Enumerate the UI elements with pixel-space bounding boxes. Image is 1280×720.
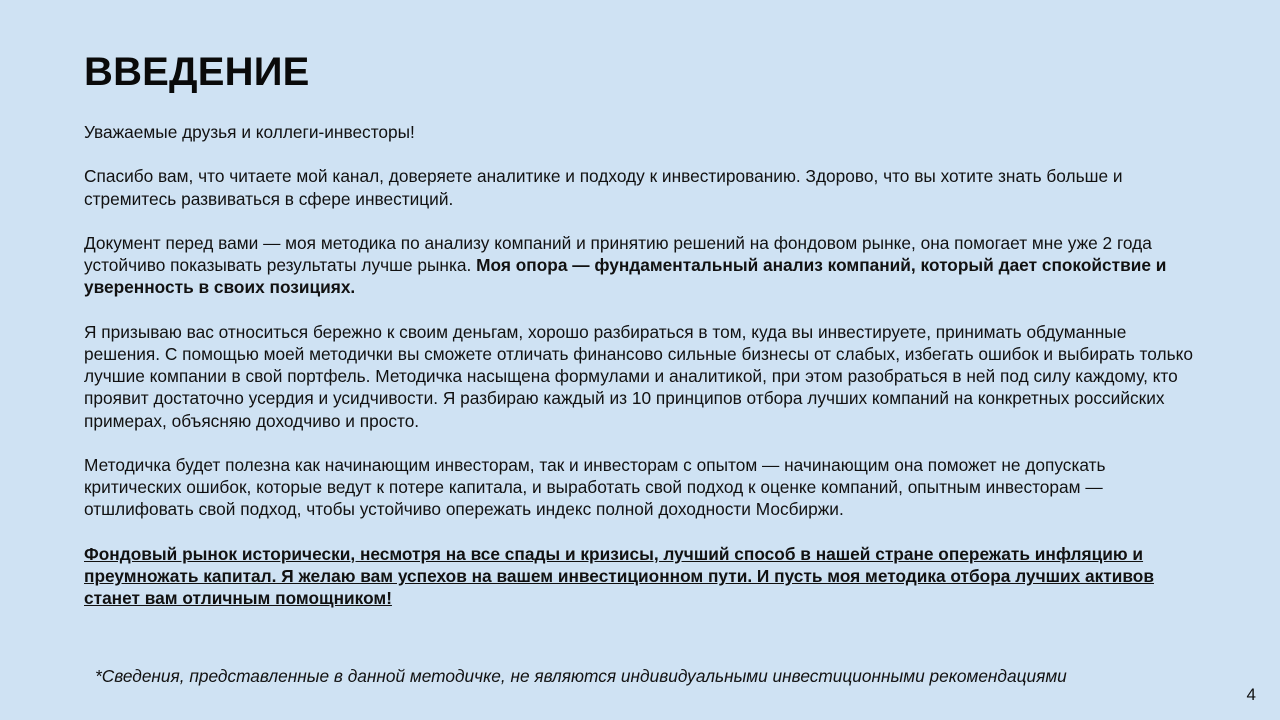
audience-paragraph: Методичка будет полезна как начинающим инвесторам, так и инвесторам с опытом — начинающим она поможет не допускать критических ошибок, которые ведут к потере капитала, и выработать свой подход к оценке компаний, опытным инвесторам — отшлифовать свой подход, чтобы устойчиво опережать индекс полной доходности Мосбиржи. — [84, 454, 1106, 520]
thanks-paragraph: Спасибо вам, что читаете мой канал, доверяете аналитике и подходу к инвестированию. Здорово, что вы хотите знать больше и стремитесь развиваться в сфере инвестиций. — [84, 166, 1123, 209]
slide-title: ВВЕДЕНИЕ — [84, 50, 310, 94]
disclaimer-footnote: *Сведения, представленные в данной методичке, не являются индивидуальными инвестиционными рекомендациями — [95, 666, 1067, 686]
method-paragraph — [84, 232, 1194, 299]
closing-paragraph: Фондовый рынок исторически, несмотря на все спады и кризисы, лучший способ в нашей стране опережать инфляцию и преумножать капитал. Я желаю вам успехов на вашем инвестиционном пути. И пусть моя методика отбора лучших активов станет вам отличным помощником! — [84, 543, 1154, 609]
appeal-paragraph: Я призываю вас относиться бережно к своим деньгам, хорошо разбираться в том, куда вы инвестируете, принимать обдуманные решения. С помощью моей методички вы сможете отличать финансово сильные бизнесы от слабых, избегать ошибок и выбирать только лучшие компании в свой портфель. Методичка насыщена формулами и аналитикой, при этом разобраться в ней под силу каждому, кто проявит достаточно усердия и усидчивости. Я разбираю каждый из 10 принципов отбора лучших компаний на конкретных российских примерах, объясняю доходчиво и просто. — [84, 321, 1193, 431]
greeting-paragraph: Уважаемые друзья и коллеги-инвесторы! — [84, 122, 415, 142]
method-intro-text: Документ перед вами — моя методика по анализу компаний и принятию решений на фондовом рынке, она помогает мне уже 2 года устойчиво показывать результаты лучше рынка. — [84, 232, 1152, 276]
page-number: 4 — [1246, 685, 1256, 704]
method-bold-text: Моя опора — фундаментальный анализ компаний, который дает спокойствие и уверенность в своих позициях. — [84, 255, 1167, 298]
slide-body — [84, 121, 1194, 609]
